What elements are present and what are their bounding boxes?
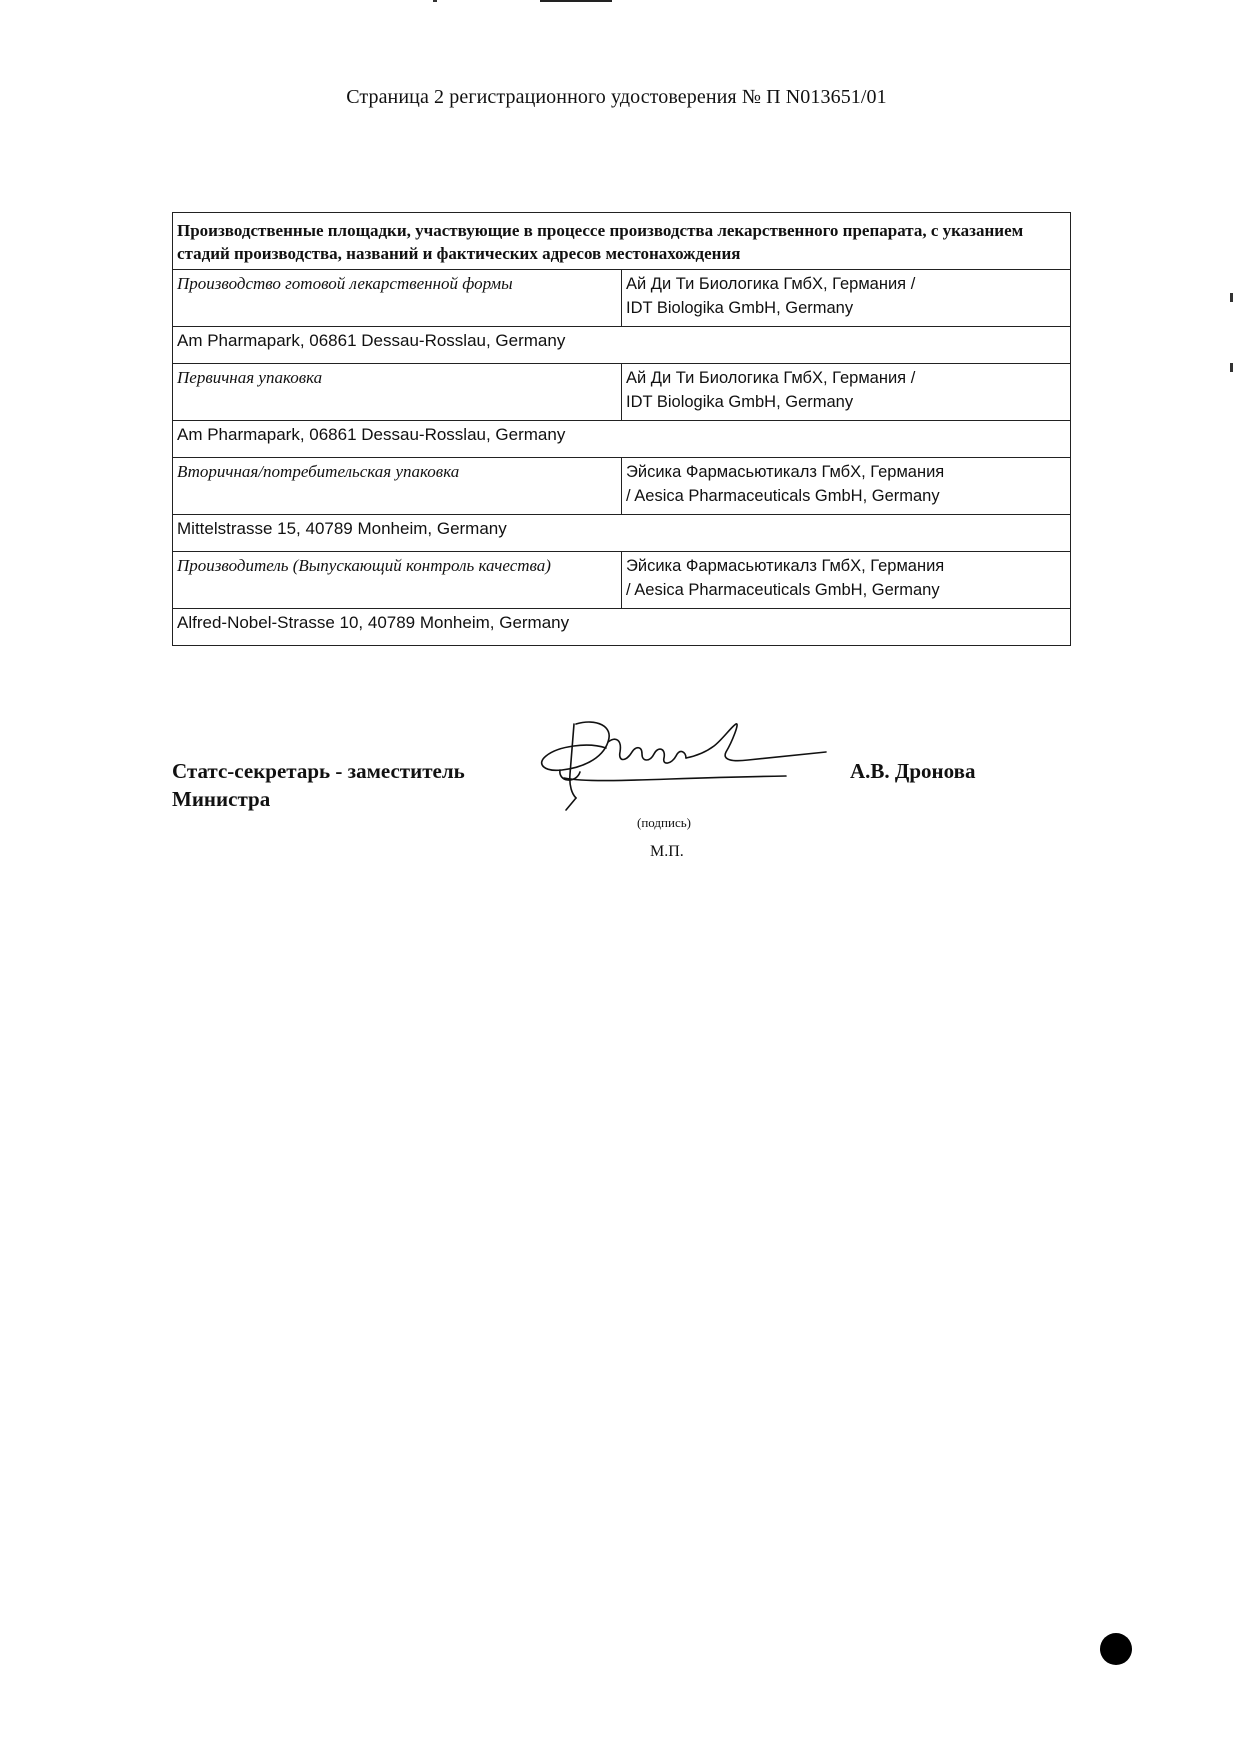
- manufacturer-name: [622, 270, 1071, 327]
- production-stage: Вторичная/потребительская упаковка: [173, 458, 622, 515]
- table-row: [173, 552, 1071, 609]
- manufacturer-name-en: IDT Biologika GmbH, Germany: [626, 299, 854, 317]
- manufacturer-name-ru: Ай Ди Ти Биологика ГмбХ, Германия /: [626, 275, 916, 293]
- manufacturer-name-en: / Aesica Pharmaceuticals GmbH, Germany: [626, 581, 940, 599]
- manufacturer-name-ru: Ай Ди Ти Биологика ГмбХ, Германия /: [626, 369, 916, 387]
- signatory-position-line: Министра: [172, 787, 271, 811]
- table-row: [173, 515, 1071, 552]
- manufacturer-name-en: / Aesica Pharmaceuticals GmbH, Germany: [626, 487, 940, 505]
- production-sites-table: [172, 212, 1071, 646]
- manufacturer-name: [622, 458, 1071, 515]
- table-row: [173, 270, 1071, 327]
- scan-artifact-tick: [433, 0, 437, 2]
- manufacturer-name-ru: Эйсика Фармасьютикалз ГмбХ, Германия: [626, 463, 945, 481]
- scan-artifact-underline: [540, 0, 612, 2]
- signatory-position-line: Статс-секретарь - заместитель: [172, 759, 465, 783]
- table-row: [173, 609, 1071, 646]
- stamp-place-label: М.П.: [650, 843, 684, 860]
- table-row: [173, 327, 1071, 364]
- manufacturer-name: [622, 552, 1071, 609]
- production-stage: Производство готовой лекарственной формы: [173, 270, 622, 327]
- manufacturer-name-ru: Эйсика Фармасьютикалз ГмбХ, Германия: [626, 557, 945, 575]
- page-title: Страница 2 регистрационного удостоверения № П N013651/01: [346, 86, 887, 108]
- table-row: [173, 421, 1071, 458]
- signature-caption: (подпись): [637, 815, 691, 830]
- table-heading-row: [173, 213, 1071, 270]
- production-stage: Производитель (Выпускающий контроль качества): [173, 552, 622, 609]
- signatory-position: [172, 757, 532, 813]
- table-heading: Производственные площадки, участвующие в процессе производства лекарственного препарата, с указанием стадий производства, названий и фактических адресов местонахождения: [173, 213, 1071, 270]
- site-address: Alfred-Nobel-Strasse 10, 40789 Monheim, Germany: [173, 609, 1071, 646]
- signatory-name: А.В. Дронова: [850, 759, 976, 783]
- site-address: Am Pharmapark, 06861 Dessau-Rosslau, Germany: [173, 327, 1071, 364]
- manufacturer-name-en: IDT Biologika GmbH, Germany: [626, 393, 854, 411]
- punch-hole-mark: [1100, 1633, 1132, 1665]
- table-row: [173, 458, 1071, 515]
- site-address: Mittelstrasse 15, 40789 Monheim, Germany: [173, 515, 1071, 552]
- table-row: [173, 364, 1071, 421]
- site-address: Am Pharmapark, 06861 Dessau-Rosslau, Germany: [173, 421, 1071, 458]
- manufacturer-name: [622, 364, 1071, 421]
- production-stage: Первичная упаковка: [173, 364, 622, 421]
